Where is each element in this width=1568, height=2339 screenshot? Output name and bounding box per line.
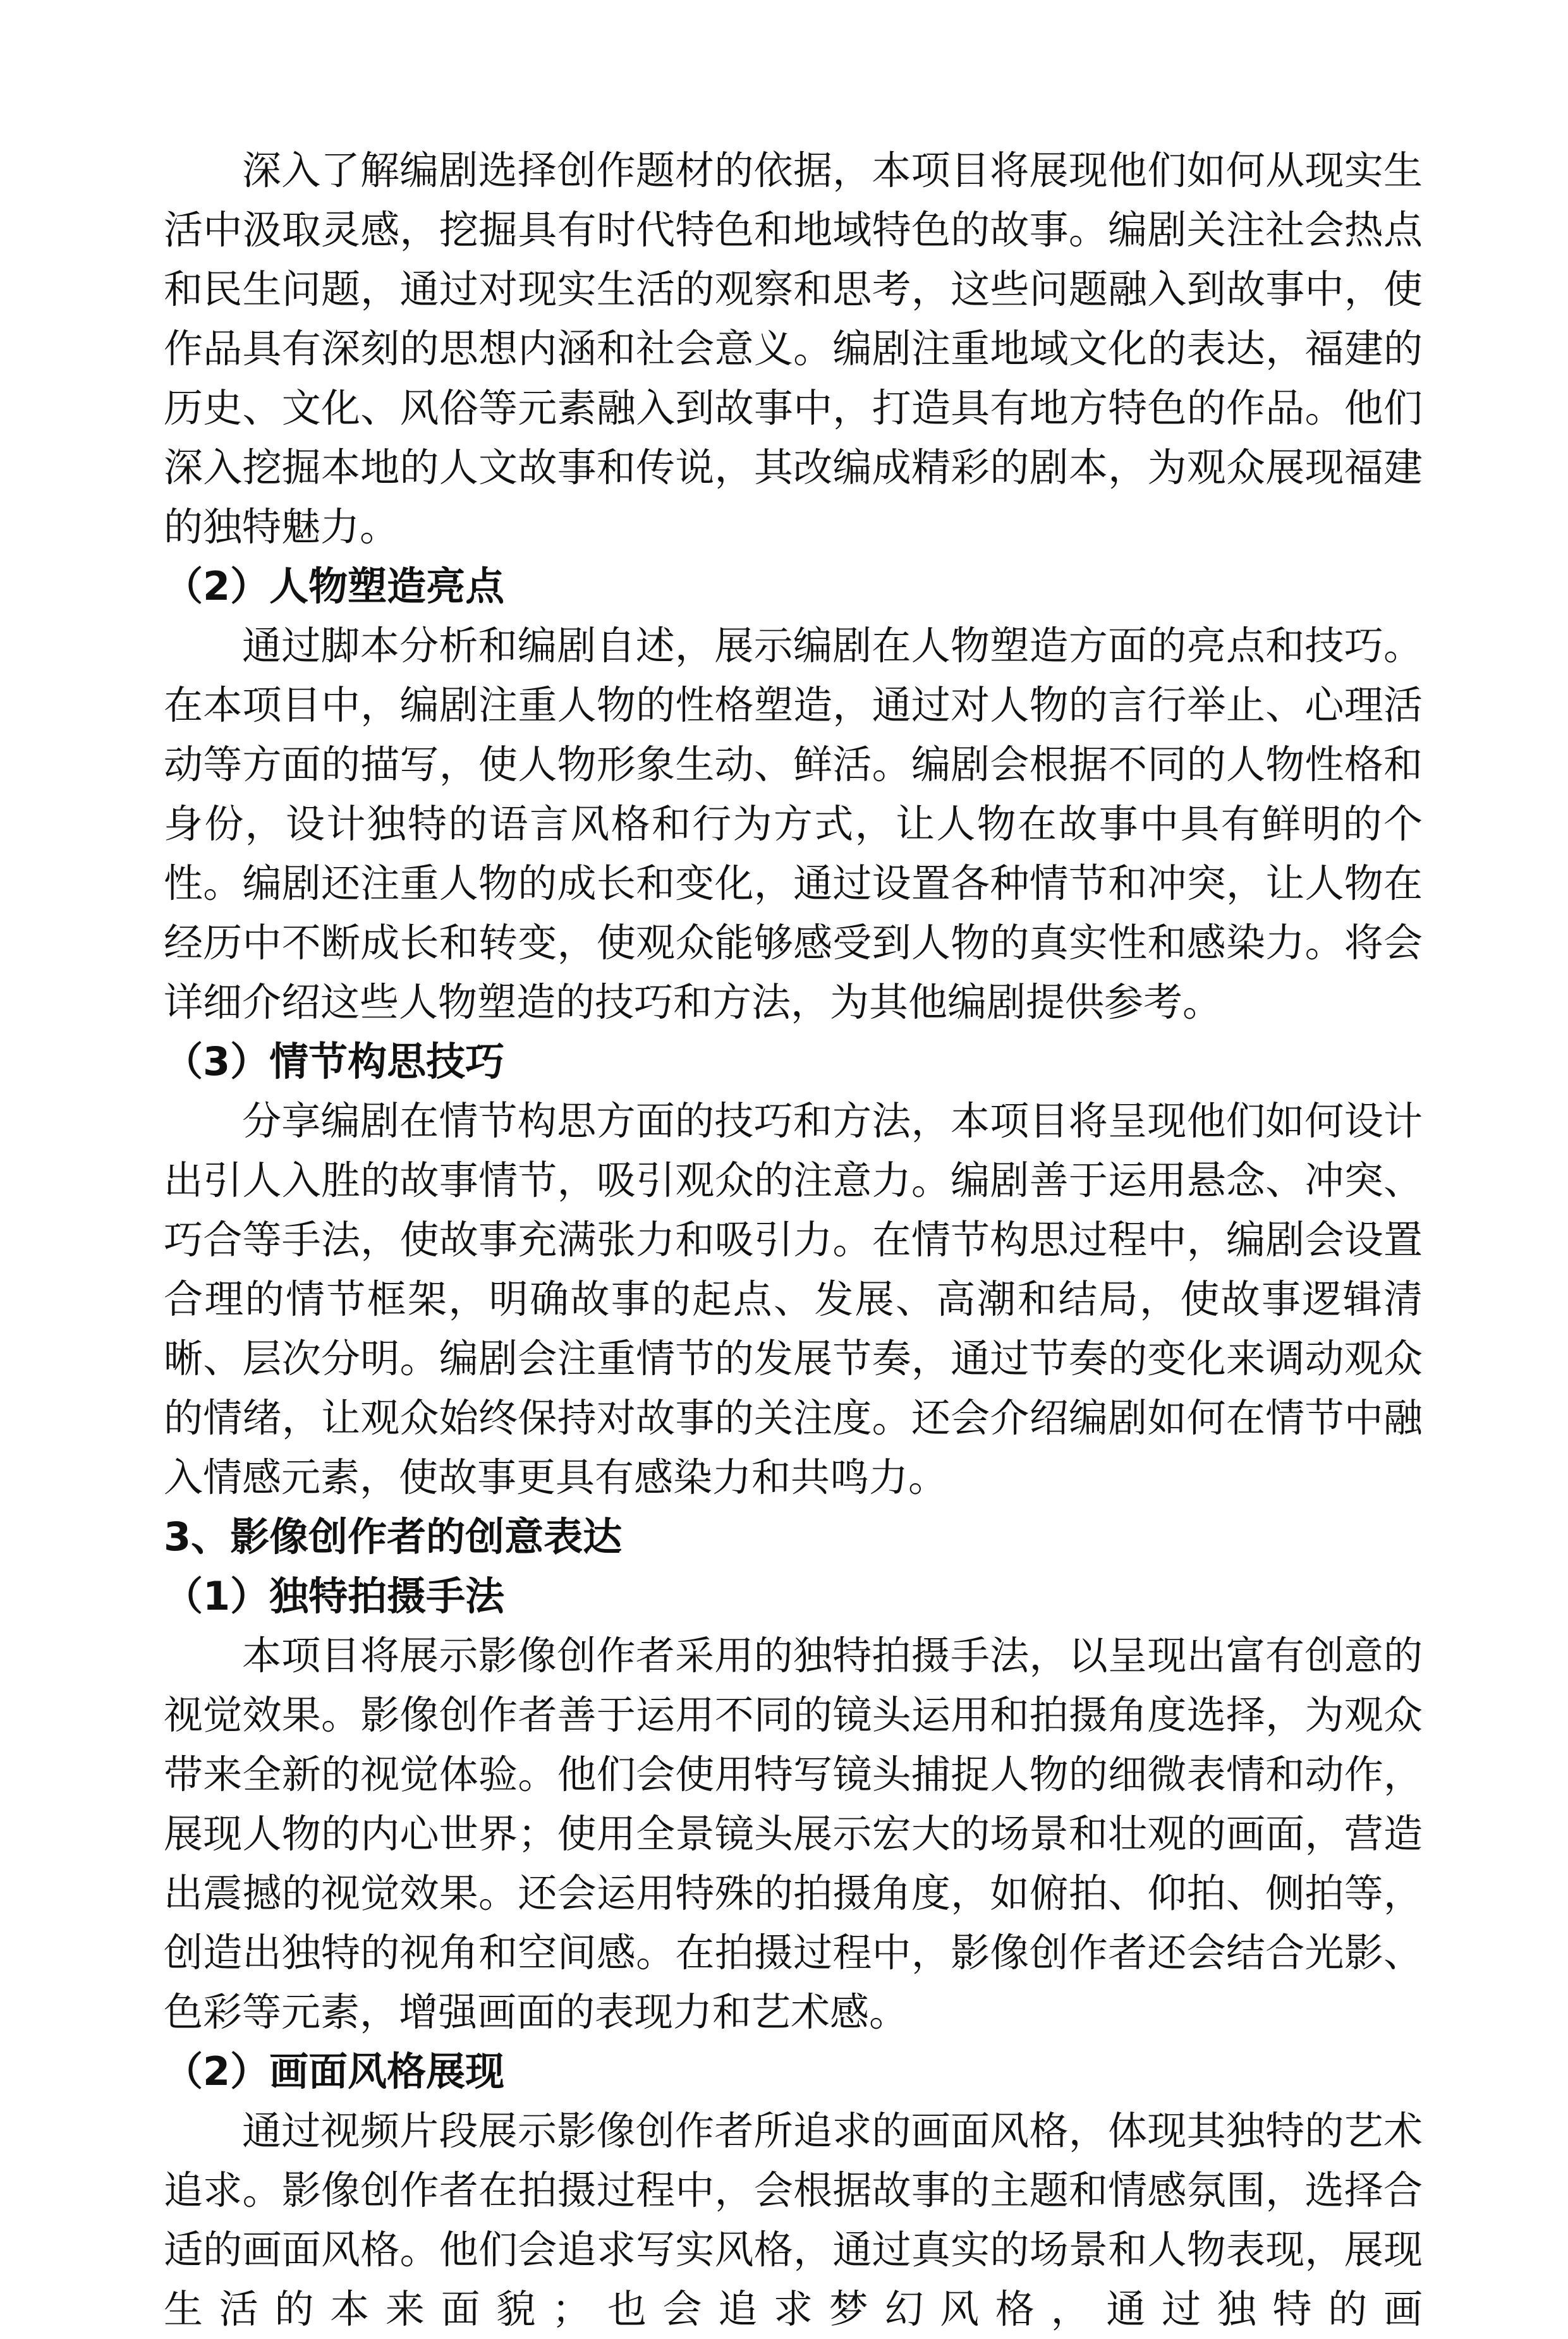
document-page — [164, 141, 1423, 2339]
section-heading-creative-expression: 3、影像创作者的创意表达 — [164, 1514, 623, 1560]
paragraph-visual-style: 通过视频片段展示影像创作者所追求的画面风格，体现其独特的艺术追求。影像创作者在拍摄过程中，会根据故事的主题和情感氛围，选择合适的画面风格。他们会追求写实风格，通过真实的场景和人物表现，展现生活的本来面貌；也会追求梦幻风格，通过独特的画 — [164, 2108, 1423, 2332]
paragraph-shooting-techniques: 本项目将展示影像创作者采用的独特拍摄手法，以呈现出富有创意的视觉效果。影像创作者善于运用不同的镜头运用和拍摄角度选择，为观众带来全新的视觉体验。他们会使用特写镜头捕捉人物的细微表情和动作，展现人物的内心世界；使用全景镜头展示宏大的场景和壮观的画面，营造出震撼的视觉效果。还会运用特殊的拍摄角度，如俯拍、仰拍、侧拍等，创造出独特的视角和空间感。在拍摄过程中，影像创作者还会结合光影、色彩等元素，增强画面的表现力和艺术感。 — [164, 1632, 1423, 2035]
heading-visual-style: （2）画面风格展现 — [164, 2048, 505, 2094]
heading-shooting-techniques: （1）独特拍摄手法 — [164, 1573, 505, 1619]
paragraph-topic-selection: 深入了解编剧选择创作题材的依据，本项目将展现他们如何从现实生活中汲取灵感，挖掘具有时代特色和地域特色的故事。编剧关注社会热点和民生问题，通过对现实生活的观察和思考，这些问题融入到故事中，使作品具有深刻的思想内涵和社会意义。编剧注重地域文化的表达，福建的历史、文化、风俗等元素融入到故事中，打造具有地方特色的作品。他们深入挖掘本地的人文故事和传说，其改编成精彩的剧本，为观众展现福建的独特魅力。 — [164, 147, 1423, 550]
heading-character-building: （2）人物塑造亮点 — [164, 563, 505, 609]
paragraph-character-building: 通过脚本分析和编剧自述，展示编剧在人物塑造方面的亮点和技巧。在本项目中，编剧注重人物的性格塑造，通过对人物的言行举止、心理活动等方面的描写，使人物形象生动、鲜活。编剧会根据不同的人物性格和身份，设计独特的语言风格和行为方式，让人物在故事中具有鲜明的个性。编剧还注重人物的成长和变化，通过设置各种情节和冲突，让人物在经历中不断成长和转变，使观众能够感受到人物的真实性和感染力。将会详细介绍这些人物塑造的技巧和方法，为其他编剧提供参考。 — [164, 623, 1423, 1025]
heading-plot-techniques: （3）情节构思技巧 — [164, 1038, 505, 1084]
paragraph-plot-techniques: 分享编剧在情节构思方面的技巧和方法，本项目将呈现他们如何设计出引人入胜的故事情节，吸引观众的注意力。编剧善于运用悬念、冲突、巧合等手法，使故事充满张力和吸引力。在情节构思过程中，编剧会设置合理的情节框架，明确故事的起点、发展、高潮和结局，使故事逻辑清晰、层次分明。编剧会注重情节的发展节奏，通过节奏的变化来调动观众的情绪，让观众始终保持对故事的关注度。还会介绍编剧如何在情节中融入情感元素，使故事更具有感染力和共鸣力。 — [164, 1098, 1423, 1500]
